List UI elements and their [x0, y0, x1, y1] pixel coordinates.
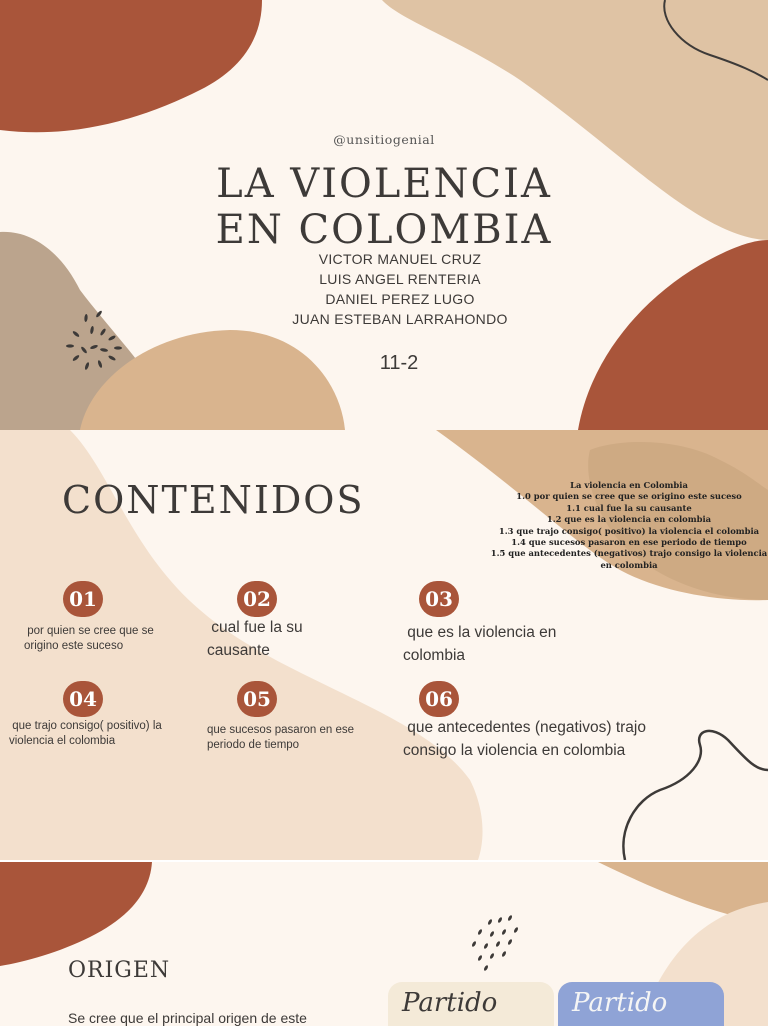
party-label-left: Partido: [402, 988, 498, 1018]
item-number-badge: 01: [63, 581, 103, 617]
item-text: que sucesos pasaron en ese periodo de tiempo: [207, 724, 355, 751]
author-4: JUAN ESTEBAN LARRAHONDO: [292, 311, 508, 327]
item-text: que trajo consigo( positivo) la violencia el colombia: [9, 720, 162, 747]
handle-text: @unsitiogenial: [333, 132, 435, 147]
origin-heading: ORIGEN: [68, 958, 171, 983]
author-1: VICTOR MANUEL CRUZ: [318, 251, 482, 267]
party-label-right: Partido: [572, 988, 668, 1018]
toc-line: 1.2 que es la violencia en colombia: [546, 514, 712, 525]
toc-line: 1.1 cual fue la su causante: [566, 502, 692, 513]
toc-line: 1.5 que antecedentes (negativos) trajo consigo la violencia: [490, 548, 768, 559]
title-line-2: EN COLOMBIA: [215, 207, 553, 253]
toc-line: 1.3 que trajo consigo( positivo) la violencia el colombia: [498, 525, 760, 536]
toc-line: 1.4 que sucesos pasaron en ese periodo de tiempo: [511, 537, 747, 548]
title-line-1: LA VIOLENCIA: [216, 161, 552, 207]
item-number-badge: 06: [419, 681, 459, 717]
dot-pattern-icon: [471, 915, 519, 972]
item-text: por quien se cree que se origino este suceso: [24, 625, 154, 652]
author-3: DANIEL PEREZ LUGO: [325, 291, 475, 307]
item-number-badge: 04: [63, 681, 103, 717]
item-number-badge: 02: [237, 581, 277, 617]
item-text: que es la violencia en colombia: [403, 624, 557, 664]
grade-label: 11-2: [379, 352, 419, 374]
author-2: LUIS ANGEL RENTERIA: [319, 271, 481, 287]
party-image-right: [558, 982, 724, 1026]
item-text: cual fue la su causante: [207, 619, 303, 659]
origin-slide: [0, 862, 768, 1026]
item-number-badge: 05: [237, 681, 277, 717]
toc-line: en colombia: [600, 559, 658, 570]
origin-body-text: Se cree que el principal origen de este: [68, 1010, 307, 1026]
title-slide: [0, 0, 768, 430]
table-of-contents: [490, 480, 768, 571]
party-image-left: [388, 982, 554, 1026]
contents-heading: CONTENIDOS: [62, 478, 365, 522]
toc-line: La violencia en Colombia: [570, 480, 688, 490]
item-text: que antecedentes (negativos) trajo consigo la violencia en colombia: [403, 719, 646, 759]
item-number-badge: 03: [419, 581, 459, 617]
toc-line: 1.0 por quien se cree que se origino este suceso: [516, 491, 742, 502]
